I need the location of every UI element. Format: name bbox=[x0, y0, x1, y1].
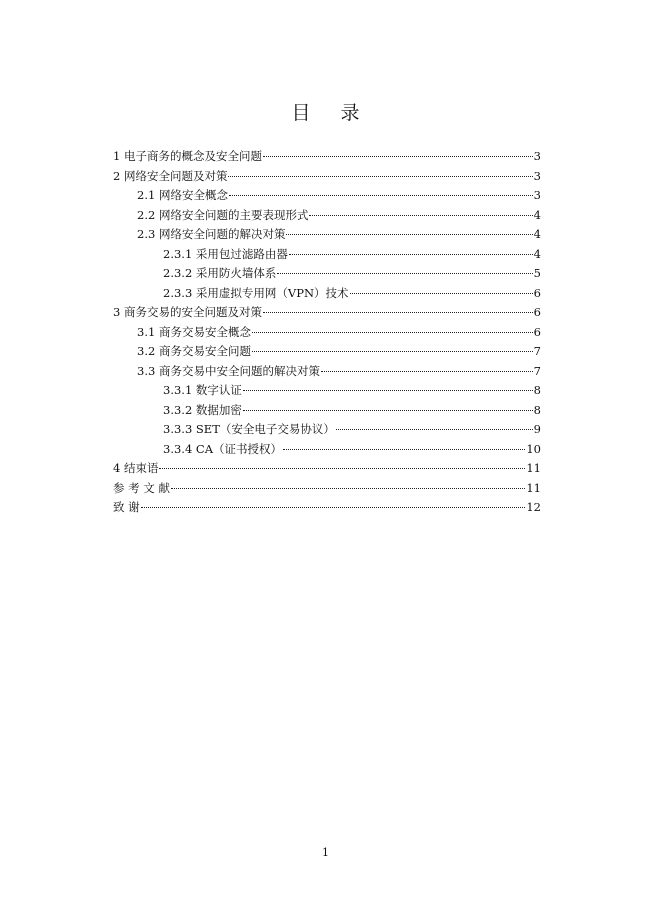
toc-entry[interactable] bbox=[113, 265, 541, 285]
toc-entry[interactable] bbox=[113, 382, 541, 402]
dot-leader bbox=[243, 410, 533, 411]
toc-entry-page: 7 bbox=[533, 344, 541, 358]
toc-entry-page: 3 bbox=[533, 188, 541, 202]
toc-entry[interactable] bbox=[113, 148, 541, 168]
toc-entry-label: 3.3.3 SET（安全电子交易协议） bbox=[163, 422, 335, 436]
toc-entry[interactable] bbox=[113, 168, 541, 188]
toc-entry-page: 6 bbox=[533, 324, 541, 339]
dot-leader bbox=[252, 351, 533, 352]
toc-entry-label: 3.1 商务交易安全概念 bbox=[137, 324, 251, 339]
toc-entry-page: 8 bbox=[533, 383, 541, 397]
dot-leader bbox=[277, 273, 532, 274]
dot-leader bbox=[228, 176, 532, 177]
toc-title-right: 录 bbox=[340, 102, 360, 124]
toc-entry-label: 3.3.4 CA（证书授权） bbox=[163, 441, 283, 456]
toc-entry-label: 2 网络安全问题及对策 bbox=[113, 168, 228, 183]
toc-entry-label: 2.3 网络安全问题的解决对策 bbox=[137, 227, 286, 241]
toc-entry[interactable] bbox=[113, 441, 541, 461]
toc-entry-label: 3.3 商务交易中安全问题的解决对策 bbox=[137, 363, 320, 378]
dot-leader bbox=[243, 390, 533, 391]
toc-entry[interactable] bbox=[113, 226, 541, 246]
page-number: 1 bbox=[322, 846, 329, 859]
toc-entry[interactable] bbox=[113, 480, 541, 500]
toc-entry-label: 致 谢 bbox=[113, 500, 140, 514]
dot-leader bbox=[350, 293, 533, 294]
toc-entry-label: 1 电子商务的概念及安全问题 bbox=[113, 149, 262, 163]
toc-entry[interactable] bbox=[113, 402, 541, 422]
toc-entry[interactable] bbox=[113, 421, 541, 441]
toc-entry[interactable] bbox=[113, 343, 541, 363]
toc-entry-page: 4 bbox=[533, 207, 541, 222]
toc-entry-page: 8 bbox=[533, 402, 541, 417]
dot-leader bbox=[309, 215, 532, 216]
toc-entry-page: 6 bbox=[533, 305, 541, 319]
table-of-contents bbox=[113, 148, 541, 519]
toc-entry[interactable] bbox=[113, 246, 541, 266]
dot-leader bbox=[229, 195, 533, 196]
toc-entry-page: 12 bbox=[526, 500, 541, 514]
toc-entry-page: 7 bbox=[533, 363, 541, 378]
dot-leader bbox=[336, 429, 533, 430]
toc-entry-label: 3.3.1 数字认证 bbox=[163, 383, 242, 397]
toc-entry[interactable] bbox=[113, 207, 541, 227]
toc-entry-label: 3.3.2 数据加密 bbox=[163, 402, 242, 417]
toc-entry-label: 2.2 网络安全问题的主要表现形式 bbox=[137, 207, 309, 222]
toc-entry[interactable] bbox=[113, 499, 541, 519]
toc-entry-label: 3.2 商务交易安全问题 bbox=[137, 344, 251, 358]
dot-leader bbox=[321, 371, 533, 372]
toc-entry-page: 5 bbox=[533, 266, 541, 280]
dot-leader bbox=[283, 449, 525, 450]
toc-entry-label: 参 考 文 献 bbox=[113, 480, 170, 495]
toc-entry-page: 4 bbox=[533, 227, 541, 241]
toc-entry-page: 10 bbox=[526, 441, 541, 456]
toc-entry-label: 4 结束语 bbox=[113, 461, 159, 475]
toc-entry-label: 2.3.2 采用防火墙体系 bbox=[163, 266, 277, 280]
toc-entry[interactable] bbox=[113, 324, 541, 344]
toc-title bbox=[0, 98, 651, 125]
toc-entry[interactable] bbox=[113, 285, 541, 305]
dot-leader bbox=[171, 488, 525, 489]
dot-leader bbox=[263, 312, 533, 313]
toc-entry-label: 2.3.3 采用虚拟专用网（VPN）技术 bbox=[163, 285, 349, 300]
toc-entry[interactable] bbox=[113, 363, 541, 383]
dot-leader bbox=[286, 234, 532, 235]
toc-entry-label: 2.1 网络安全概念 bbox=[137, 188, 228, 202]
toc-entry-page: 9 bbox=[533, 422, 541, 436]
dot-leader bbox=[289, 254, 533, 255]
toc-entry-label: 3 商务交易的安全问题及对策 bbox=[113, 305, 262, 319]
toc-entry[interactable] bbox=[113, 187, 541, 207]
toc-entry-page: 6 bbox=[533, 285, 541, 300]
toc-entry[interactable] bbox=[113, 304, 541, 324]
dot-leader bbox=[159, 468, 525, 469]
dot-leader bbox=[263, 156, 533, 157]
dot-leader bbox=[141, 507, 526, 508]
dot-leader bbox=[252, 332, 533, 333]
toc-entry-page: 3 bbox=[533, 149, 541, 163]
toc-entry-page: 11 bbox=[526, 461, 541, 475]
toc-entry-label: 2.3.1 采用包过滤路由器 bbox=[163, 246, 288, 261]
toc-entry-page: 3 bbox=[533, 168, 541, 183]
toc-entry[interactable] bbox=[113, 460, 541, 480]
toc-title-left: 目 bbox=[291, 102, 311, 124]
toc-entry-page: 11 bbox=[526, 480, 541, 495]
toc-entry-page: 4 bbox=[533, 246, 541, 261]
